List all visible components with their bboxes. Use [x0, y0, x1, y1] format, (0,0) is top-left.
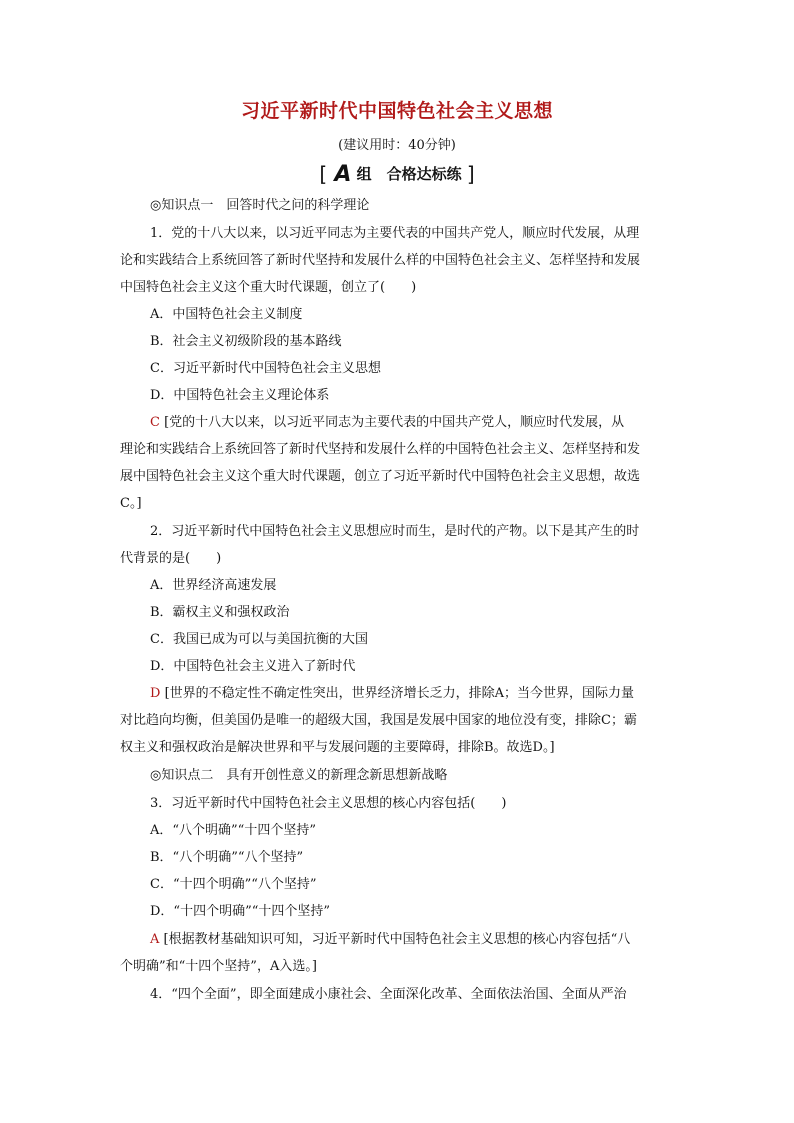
option-a: A．世界经济高速发展 [150, 578, 277, 593]
bracket-left: [ [319, 162, 328, 186]
answer-explanation: A [根据教材基础知识可知，习近平新时代中国特色社会主义思想的核心内容包括“八 [150, 932, 631, 947]
option-b: B．社会主义初级阶段的基本路线 [150, 334, 342, 349]
group-label: 组 合格达标练 [356, 165, 462, 183]
answer-explanation: C。] [120, 496, 142, 511]
group-letter: A [334, 162, 352, 187]
option-a: A．“八个明确”“十四个坚持” [150, 823, 316, 838]
option-d: D．“十四个明确”“十四个坚持” [150, 904, 331, 919]
answer-explanation: D [世界的不稳定性不确定性突出，世界经济增长乏力，排除A；当今世界，国际力量 [150, 686, 635, 701]
option-c: C．“十四个明确”“八个坚持” [150, 877, 317, 892]
answer-explanation: 权主义和强权政治是解决世界和平与发展问题的主要障碍，排除B。故选D。] [120, 740, 555, 755]
answer-explanation: 展中国特色社会主义这个重大时代课题，创立了习近平新时代中国特色社会主义思想，故选 [120, 469, 641, 484]
option-b: B．霸权主义和强权政治 [150, 605, 290, 620]
answer-explanation: 对比趋向均衡，但美国仍是唯一的超级大国，我国是发展中国家的地位没有变，排除C；霸 [120, 713, 637, 728]
question-text: 代背景的是( ) [120, 551, 222, 566]
page-title: 习近平新时代中国特色社会主义思想 [240, 100, 553, 122]
group-header [0, 162, 794, 187]
answer-explanation: 理论和实践结合上系统回答了新时代坚持和发展什么样的中国特色社会主义、怎样坚持和发 [120, 442, 641, 457]
question-text: 2．习近平新时代中国特色社会主义思想应时而生，是时代的产物。以下是其产生的时 [150, 524, 640, 539]
answer-explanation: C [党的十八大以来，以习近平同志为主要代表的中国共产党人，顺应时代发展，从 [150, 415, 625, 430]
option-a: A．中国特色社会主义制度 [150, 307, 303, 322]
question-text: 中国特色社会主义这个重大时代课题，创立了( ) [120, 280, 417, 295]
option-c: C．习近平新时代中国特色社会主义思想 [150, 361, 381, 376]
time-note: (建议用时：40分钟) [338, 138, 456, 153]
question-text: 论和实践结合上系统回答了新时代坚持和发展什么样的中国特色社会主义、怎样坚持和发展 [120, 253, 641, 268]
answer-explanation: 个明确”和“十四个坚持”，A入选。] [120, 959, 317, 974]
option-c: C．我国已成为可以与美国抗衡的大国 [150, 632, 368, 647]
question-text: 4．“四个全面”，即全面建成小康社会、全面深化改革、全面依法治国、全面从严治 [150, 987, 627, 1002]
answer-letter: A [150, 932, 160, 947]
section-heading: ◎知识点一 回答时代之问的科学理论 [150, 198, 370, 213]
answer-letter: C [150, 415, 160, 430]
answer-letter: D [150, 686, 161, 701]
question-text: 1．党的十八大以来，以习近平同志为主要代表的中国共产党人，顺应时代发展，从理 [150, 226, 640, 241]
section-heading: ◎知识点二 具有开创性意义的新理念新思想新战略 [150, 768, 448, 783]
question-text: 3．习近平新时代中国特色社会主义思想的核心内容包括( ) [150, 796, 507, 811]
option-b: B．“八个明确”“八个坚持” [150, 850, 304, 865]
option-d: D．中国特色社会主义进入了新时代 [150, 659, 356, 674]
option-d: D．中国特色社会主义理论体系 [150, 388, 330, 403]
bracket-right: ] [466, 162, 475, 186]
